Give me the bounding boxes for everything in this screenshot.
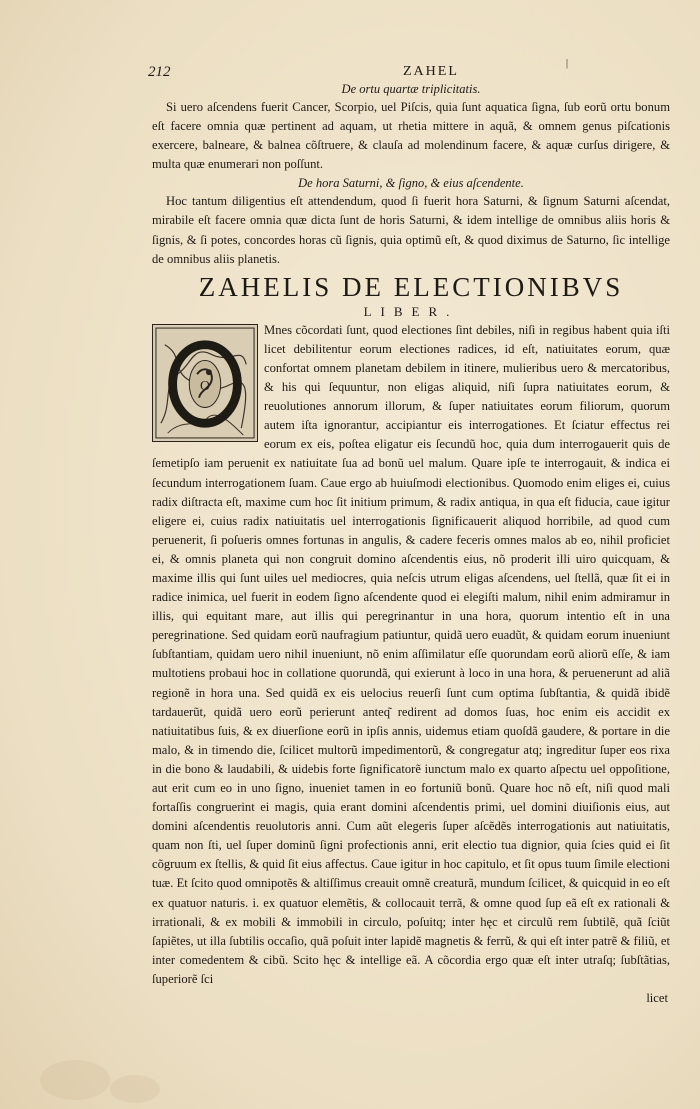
page-body <box>152 80 670 1008</box>
paper-stain <box>40 1060 110 1100</box>
section-heading: De hora Saturni, & ſigno, & eius aſcendente. <box>298 176 524 191</box>
folio-number: 212 <box>148 64 171 80</box>
decorated-initial-o <box>152 324 258 442</box>
paragraph: Si uero aſcendens fuerit Cancer, Scorpio, uel Piſcis, quia ſunt aquatica ſigna, ſub eorũ ortu bonum eſt facere omnia quæ pertinent ad aquam, ut rhetia mittere in aquã, & omnem genus piſcationis exercere, balneare, & balnea cõſtruere, & clauſa ad molendinum facere, & aquæ curſus dirigere, & multa quæ enumerari non poſſunt. <box>152 100 670 172</box>
ornament-icon <box>153 325 257 441</box>
paragraph: Hoc tantum diligentius eſt attendendum, quod ſi fuerit hora Saturni, & ſignum Saturni aſcendat, mirabile eſt facere omnia quæ dicta ſunt de horis Saturni, & idem intellige de omnibus aliis horis & ſignis, & ſi potes, concordes horas cũ ſignis, quia optimũ eſt, & quod diximus de Saturno, ſic intellige de omnibus aliis planetis. <box>152 194 670 266</box>
running-title: ZAHEL <box>403 64 459 79</box>
initial-letter: O <box>200 377 210 393</box>
paper-stain <box>110 1075 160 1103</box>
book-title: ZAHELIS DE ELECTIONIBVS <box>198 271 624 302</box>
section-heading: De ortu quartæ triplicitatis. <box>341 82 481 96</box>
printer-mark: | <box>566 58 569 69</box>
paragraph: Mnes cõcordati ſunt, quod electiones ſint debiles, niſi in regibus habent quia iſti licet debilitentur eorum electiones radices, id eſt, natiuitates eorum, quæ confortat omnem planetam debilem in itinere, mulieribus uero & mercatoribus, & his qui ſequuntur, non eligas aliquid, niſi ſupra natiuitates eorum, & reuolutiones annorum illorum, & ſuper natiuitates eorum filiorum, quorum autem iſta ignorantur, accipiantur eis interrogationes. Et ſciatur effectus rei eorum ex eis, poſtea eligatur eis ſecundũ hoc, quia dum interrogauerit quis de ſemetipſo iam peruenit ex natiuitate ſua ad bonũ uel malum. Quare ipſe te interrogauit, & indica ei ſecundum interrogationem ſuam. Caue ergo ab huiuſmodi electionibus. Quomodo enim eliges ei, cuius radix diſtracta eſt, maxime cum hoc ſit initium primum, & radix antiqua, in qua eſt fiducia, caue igitur eligere ei, cuius radix natiuitatis uel interrogationis ſignificauerit aliquod horribile, ad quod cum peruenerit, ſi poſueris omnes fortunas in angulis, & cadere feceris omnes malos ab eo, nihil proficiet ei, & omnis planeta qui non congruit domino aſcendentis eius, nõ proderit illi uiro quicquam, & maxime illis qui ſunt uiles uel mediocres, quia neſcis utrum eligas aſcendens, uel ſtellã, quæ ſit ei in radice inimica, uel fuerit in eodem ſigno aſcendente quod ei elegiſti malum, nihil enim admiramur in illis, qui equitant mare, aut illis qui peregrinantur in una hora, quorum intentio eſt in una peregrinatione. Sed quidam eorũ naufragium patiuntur, quidã uero euadũt, & quidam eorum inueniunt ſubſtantiam, quidam uero nihil inueniunt, nõ enim aſſimilatur eſſe quorundam eorũ aliorũ eſſe, & iam multotiens probaui hoc in collatione quorundã, qui exierunt à loco in una hora, & peruenerunt ad aliã regionẽ in hora una. Sed quidã ex eis uelocius reuerſi ſunt cum optima ſubſtantia, & quidã ibidẽ tardauerũt, quidã uero eorũ perierunt anteq͂ redirent ad domos ſuas, hoc enim eis accidit ex natiuitatibus ſuis, & ex diuerſione eorũ in ipſis annis, uidemus etiam quoſdã gaudere, & portare in die malo, & in timendo die, ſcilicet multorũ impedimentorũ, & congregatur atq; ingreditur ſuper eos rixa in die bono & laudabili, & uidebis forte ſignificatorẽ iunctum malo ex quarto aſpectu uel oppoſitione, aut erit cum eo in uno ſigno, inueniet tamen in eo fortuniũ bonũ. Quare hoc nõ eſt, niſi quod mali fortaſſis congruerint ei magis, quia erant domini aſcendentis primi, uel domini diuiſionis eius, aut domini aſcendentis reuolutoris anni. Cum aũt elegeris ſuper aſcẽdẽs interrogationis aut natiuitatis, quam non ſti, uel ſuper dominũ ſigni profectionis anni, erit electio tua dignior, quia ſcies quid ei ſit cõgruum ex ſtellis, & quid ſit eius affectus. Caue igitur in hoc capitulo, et ſit opus tuum ſimile electioni tuæ. Et ſcito quod omnipotẽs & altiſſimus creauit omnẽ creaturã, mundum ſcilicet, & quicquid in eo eſt ex quatuor naturis. i. ex quatuor elemẽtis, & collocauit terrã, & omne quod ſup eã eſt ex rationali & irrationali, & ex mobili & immobili in circulo, poſuitq; inter hęc et circulũ rem ſubtilẽ, quã ſciũt ſapiẽtes, ut illa ſubtilis occaſio, quã poſuit inter lapidẽ magnetis & ferrũ, & qui eſt inter patrẽ & filiũ, et inter comedentem & cibũ. Scito hęc & intellige eã. A cõcordia ergo quæ eſt inter utraſq; ſubſtãtias, ſuperiorẽ ſci <box>152 322 670 986</box>
book-subtitle: LIBER. <box>363 303 459 319</box>
catchword: licet <box>646 991 668 1006</box>
